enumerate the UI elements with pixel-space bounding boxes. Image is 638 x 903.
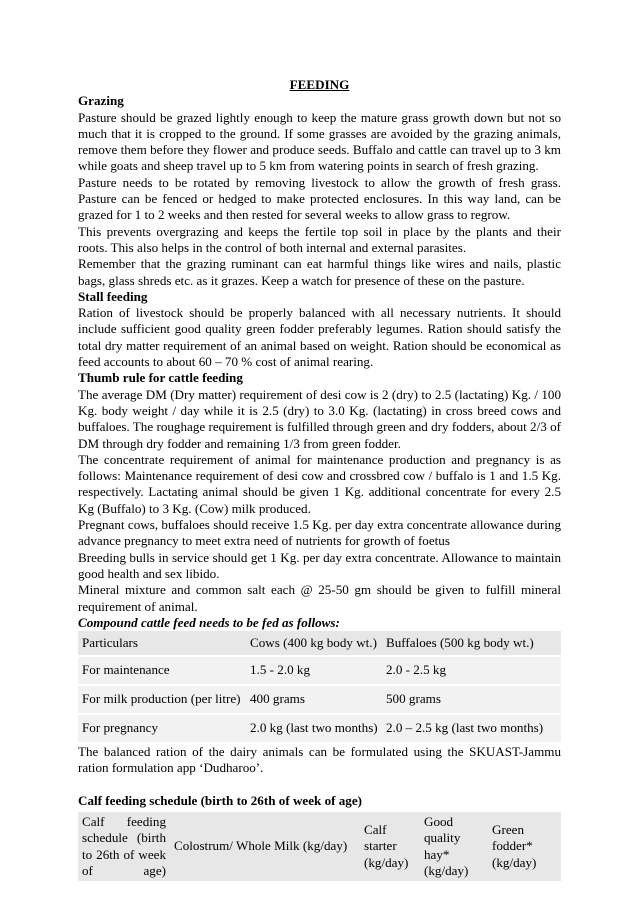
table-row: [78, 714, 561, 743]
table-cell: 1.5 - 2.0 kg: [246, 656, 382, 685]
table-cell: For maintenance: [78, 656, 246, 685]
thumb-rule-heading: Thumb rule for cattle feeding: [78, 370, 243, 386]
table-row: [78, 685, 561, 714]
table-header-row: [78, 631, 561, 656]
table-cell: For pregnancy: [78, 714, 246, 743]
table-header-row: [78, 812, 561, 881]
table-cell: 400 grams: [246, 685, 382, 714]
thumb-rule-paragraph: Pregnant cows, buffaloes should receive 1.5 Kg. per day extra concentrate allowance during advance pregnancy to meet extra need of nutrients for growth of foetus: [78, 517, 561, 549]
grazing-paragraph: Pasture should be grazed lightly enough to keep the mature grass growth down but not so much that it is cropped to the ground. If some grasses are avoided by the grazing animals, remove them before they flower and produce seeds. Buffalo and cattle can travel up to 3 km while goats and sheep travel up to 5 km from watering points in search of fresh grazing.: [78, 109, 561, 174]
grazing-paragraph: Remember that the grazing ruminant can eat harmful things like wires and nails, plastic bags, glass shreds etc. as it grazes. Keep a watch for presence of these on the pasture.: [78, 256, 561, 288]
table-header-cell: Calf starter (kg/day): [360, 812, 420, 881]
table-cell: 2.0 kg (last two months): [246, 714, 382, 743]
thumb-rule-paragraph: The average DM (Dry matter) requirement of desi cow is 2 (dry) to 2.5 (lactating) Kg. / 100 Kg. body weight / day while it is 2.5 (dry) to 3.0 Kg. (lactating) in cross breed cows and buffaloes. The roughage requirement is fulfilled through green and dry fodders, about 2/3 of DM through dry fodder and remaining 1/3 from green fodder.: [78, 386, 561, 451]
table-cell: 2.0 - 2.5 kg: [382, 656, 561, 685]
table-header-cell: Green fodder* (kg/day): [488, 812, 561, 881]
calf-schedule-table: [78, 812, 561, 881]
thumb-rule-paragraph: The concentrate requirement of animal for maintenance production and pregnancy is as follows: Maintenance requirement of desi cow and crossbred cow / buffalo is 1 and 1.5 Kg. respectively. Lactating animal should be given 1 Kg. additional concentrate for every 2.5 Kg (Buffalo) to 3 Kg. (Cow) milk produced.: [78, 451, 561, 516]
page-title: FEEDING: [289, 77, 350, 92]
table-header-cell: Colostrum/ Whole Milk (kg/day): [170, 812, 360, 881]
table-row: [78, 656, 561, 685]
stall-feeding-paragraph: Ration of livestock should be properly balanced with all necessary nutrients. It should include sufficient good quality green fodder preferably legumes. Ration should satisfy the total dry matter requirement of an animal based on weight. Ration should be economical as feed accounts to about 60 – 70 % cost of animal rearing.: [78, 305, 561, 370]
table-cell: For milk production (per litre): [78, 685, 246, 714]
table-header-cell: Cows (400 kg body wt.): [246, 631, 382, 656]
grazing-paragraph: This prevents overgrazing and keeps the fertile top soil in place by the plants and their roots. This also helps in the control of both internal and external parasites.: [78, 223, 561, 255]
section-spacer: [78, 777, 561, 793]
table-header-cell: Buffaloes (500 kg body wt.): [382, 631, 561, 656]
stall-feeding-heading: Stall feeding: [78, 288, 148, 304]
grazing-heading: Grazing: [78, 93, 124, 109]
table-header-cell: Calf feeding schedule (birth to 26th of week of age): [78, 812, 170, 881]
document-page: [78, 77, 561, 881]
grazing-paragraph: Pasture needs to be rotated by removing livestock to allow the growth of fresh grass. Pasture can be fenced or hedged to make protected enclosures. In this way land, can be grazed for 1 to 2 weeks and then rested for several weeks to allow grass to regrow.: [78, 174, 561, 223]
thumb-rule-paragraph: Breeding bulls in service should get 1 Kg. per day extra concentrate. Allowance to maintain good health and sex libido.: [78, 549, 561, 581]
table-header-cell: Good quality hay* (kg/day): [420, 812, 488, 881]
thumb-rule-paragraph: Mineral mixture and common salt each @ 25-50 gm should be given to fulfill mineral requirement of animal.: [78, 582, 561, 614]
ration-app-note: The balanced ration of the dairy animals can be formulated using the SKUAST-Jammu ration formulation app ‘Dudharoo’.: [78, 744, 561, 776]
table-cell: 500 grams: [382, 685, 561, 714]
calf-schedule-heading: Calf feeding schedule (birth to 26th of week of age): [78, 792, 363, 808]
table-cell: 2.0 – 2.5 kg (last two months): [382, 714, 561, 743]
table-header-cell: Particulars: [78, 631, 246, 656]
compound-feed-heading: Compound cattle feed needs to be fed as follows:: [78, 614, 340, 630]
compound-feed-table: [78, 631, 561, 744]
